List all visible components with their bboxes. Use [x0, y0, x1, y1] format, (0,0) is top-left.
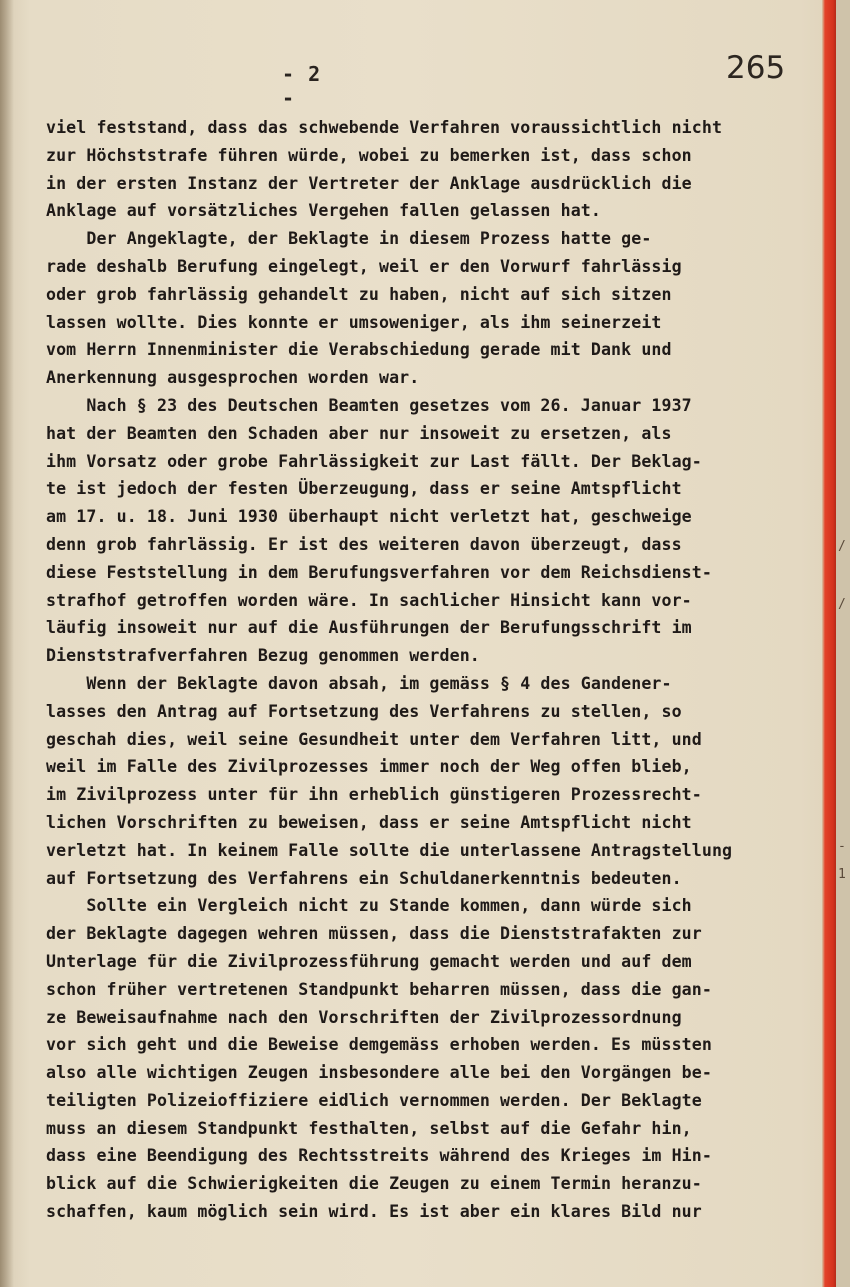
text-line: geschah dies, weil seine Gesundheit unter dem Verfahren litt, und	[46, 729, 702, 749]
text-line: rade deshalb Berufung eingelegt, weil er den Vorwurf fahrlässig	[46, 256, 682, 276]
text-line: Anklage auf vorsätzliches Vergehen fallen gelassen hat.	[46, 201, 601, 221]
margin-mark: 1	[838, 867, 846, 882]
text-line: ze Beweisaufnahme nach den Vorschriften der Zivilprozessordnung	[46, 1007, 682, 1027]
text-line: am 17. u. 18. Juni 1930 überhaupt nicht verletzt hat, geschweige	[46, 507, 692, 527]
margin-mark: /	[838, 597, 846, 612]
text-line: schaffen, kaum möglich sein wird. Es ist aber ein klares Bild nur	[46, 1202, 702, 1222]
margin-marks	[838, 540, 850, 880]
text-line: vor sich geht und die Beweise demgemäss erhoben werden. Es müssten	[46, 1035, 712, 1055]
text-line: Wenn der Beklagte davon absah, im gemäss § 4 des Gandener-	[46, 673, 672, 693]
folio-number: 265	[726, 50, 786, 86]
text-line: hat der Beamten den Schaden aber nur insoweit zu ersetzen, als	[46, 423, 672, 443]
text-line: im Zivilprozess unter für ihn erheblich günstigeren Prozessrecht-	[46, 785, 702, 805]
text-line: also alle wichtigen Zeugen insbesondere alle bei den Vorgängen be-	[46, 1063, 712, 1083]
text-line: teiligten Polizeioffiziere eidlich vernommen werden. Der Beklagte	[46, 1090, 702, 1110]
text-line: viel feststand, dass das schwebende Verfahren voraussichtlich nicht	[46, 118, 723, 137]
text-line: Dienststrafverfahren Bezug genommen werden.	[46, 646, 480, 666]
text-line: weil im Falle des Zivilprozesses immer noch der Weg offen blieb,	[46, 757, 692, 777]
page-number: - 2 -	[282, 62, 322, 110]
text-line: ihm Vorsatz oder grobe Fahrlässigkeit zur Last fällt. Der Beklag-	[46, 451, 702, 471]
text-line: muss an diesem Standpunkt festhalten, selbst auf die Gefahr hin,	[46, 1118, 692, 1138]
text-line: Der Angeklagte, der Beklagte in diesem Prozess hatte ge-	[46, 229, 652, 249]
text-line: läufig insoweit nur auf die Ausführungen der Berufungsschrift im	[46, 618, 692, 638]
text-line: in der ersten Instanz der Vertreter der Anklage ausdrücklich die	[46, 173, 692, 193]
text-line: schon früher vertretenen Standpunkt beharren müssen, dass die gan-	[46, 979, 712, 999]
text-line: verletzt hat. In keinem Falle sollte die unterlassene Antragstellung	[46, 840, 733, 860]
text-line: Unterlage für die Zivilprozessführung gemacht werden und auf dem	[46, 951, 692, 971]
text-line: auf Fortsetzung des Verfahrens ein Schuldanerkenntnis bedeuten.	[46, 868, 682, 888]
margin-mark: -	[838, 839, 846, 854]
text-line: oder grob fahrlässig gehandelt zu haben, nicht auf sich sitzen	[46, 284, 672, 304]
text-line: denn grob fahrlässig. Er ist des weiteren davon überzeugt, dass	[46, 534, 682, 554]
binding-shadow	[0, 0, 14, 1287]
typed-text-body	[46, 114, 798, 1226]
text-line: strafhof getroffen worden wäre. In sachlicher Hinsicht kann vor-	[46, 590, 692, 610]
text-line: dass eine Beendigung des Rechtsstreits während des Krieges im Hin-	[46, 1146, 712, 1166]
text-line: der Beklagte dagegen wehren müssen, dass die Dienststrafakten zur	[46, 924, 702, 944]
text-line: diese Feststellung in dem Berufungsverfahren vor dem Reichsdienst-	[46, 562, 712, 582]
text-line: lasses den Antrag auf Fortsetzung des Verfahrens zu stellen, so	[46, 701, 682, 721]
text-line: lassen wollte. Dies konnte er umsoweniger, als ihm seinerzeit	[46, 312, 662, 332]
margin-mark: /	[838, 539, 846, 554]
red-folder-edge	[822, 0, 836, 1287]
text-line: blick auf die Schwierigkeiten die Zeugen zu einem Termin heranzu-	[46, 1174, 702, 1194]
text-line: Sollte ein Vergleich nicht zu Stande kommen, dann würde sich	[46, 896, 692, 916]
text-line: vom Herrn Innenminister die Verabschiedung gerade mit Dank und	[46, 340, 672, 360]
text-line: Anerkennung ausgesprochen worden war.	[46, 368, 420, 388]
text-line: lichen Vorschriften zu beweisen, dass er seine Amtspflicht nicht	[46, 812, 692, 832]
text-line: Nach § 23 des Deutschen Beamten gesetzes vom 26. Januar 1937	[46, 395, 692, 415]
text-line: te ist jedoch der festen Überzeugung, dass er seine Amtspflicht	[46, 479, 682, 499]
text-line: zur Höchststrafe führen würde, wobei zu bemerken ist, dass schon	[46, 145, 692, 165]
